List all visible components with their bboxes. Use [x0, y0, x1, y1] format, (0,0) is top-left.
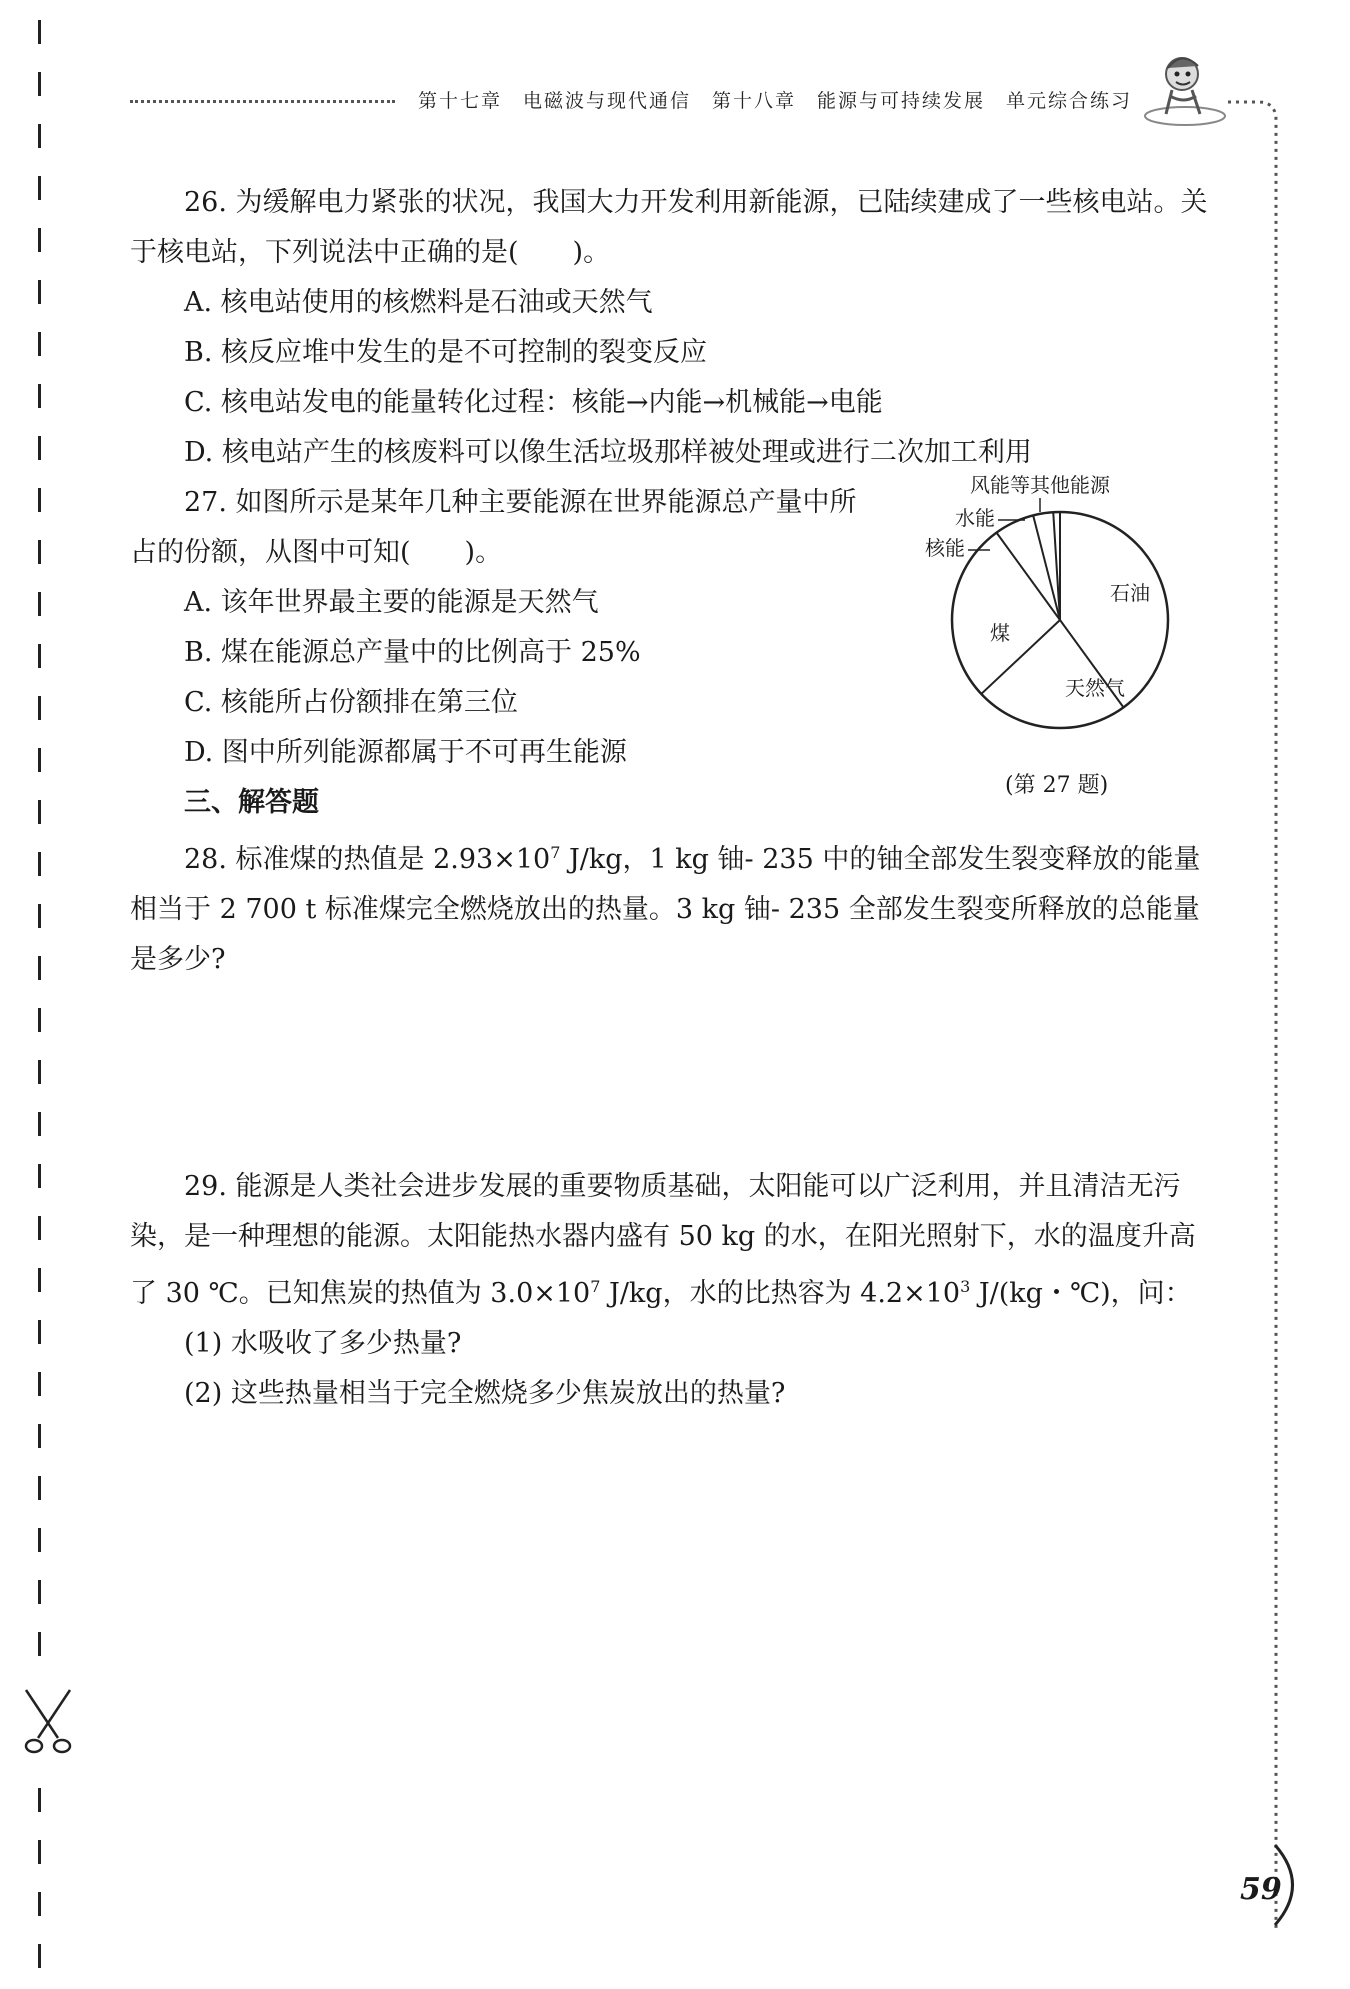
question-28-line2: 相当于 2 700 t 标准煤完全燃烧放出的热量。3 kg 铀- 235 全部发生裂变所释放的总能量 [130, 894, 1200, 925]
cut-line-dash [38, 748, 41, 772]
question-26 [130, 178, 1220, 478]
cut-line-dash [38, 696, 41, 720]
cut-line-dash [38, 644, 41, 668]
question-29-line2: 染，是一种理想的能源。太阳能热水器内盛有 50 kg 的水，在阳光照射下，水的温度升高 [130, 1221, 1196, 1252]
page-number: 59 [1240, 1872, 1282, 1907]
cut-line-dash [38, 280, 41, 304]
pie-label-hydro: 水能 [955, 506, 995, 530]
question-29-exponent-2: 3 [960, 1277, 971, 1296]
cut-line-dash [38, 1164, 41, 1188]
cut-line-dash [38, 1788, 41, 1812]
margin-dotted-border [1228, 100, 1278, 1930]
question-29-line3-a: 了 30 ℃。已知焦炭的热值为 3.0×10 [130, 1278, 591, 1309]
question-29 [130, 1162, 1220, 1419]
cut-line-dash [38, 852, 41, 876]
cut-line-dash [38, 384, 41, 408]
cut-line-dash [38, 20, 41, 44]
cut-line-dash [38, 956, 41, 980]
question-27-stem-line1: 27. 如图所示是某年几种主要能源在世界能源总产量中所 [184, 487, 857, 518]
pie-label-other: 风能等其他能源 [970, 473, 1110, 497]
question-27-option-b: B. 煤在能源总产量中的比例高于 25% [184, 637, 641, 668]
question-27-stem-line2: 占的份额，从图中可知( )。 [130, 537, 503, 568]
cut-line-dash [38, 1320, 41, 1344]
figure-caption: (第 27 题) [1005, 773, 1109, 798]
pie-slice-boundary [997, 533, 1060, 620]
question-28-line1-cont: J/kg，1 kg 铀- 235 中的铀全部发生裂变释放的能量 [560, 844, 1201, 875]
scissors-icon [18, 1690, 78, 1760]
cut-line-dash [38, 1112, 41, 1136]
pie-label-oil: 石油 [1110, 581, 1150, 605]
question-29-line3-b: J/kg，水的比热容为 4.2×10 [600, 1278, 961, 1309]
cut-line-dash [38, 176, 41, 200]
pie-label-nuclear: 核能 [925, 536, 965, 560]
cut-line-dash [38, 540, 41, 564]
cut-line-dash [38, 332, 41, 356]
question-26-option-d: D. 核电站产生的核废料可以像生活垃圾那样被处理或进行二次加工利用 [184, 437, 1032, 468]
question-27 [130, 478, 930, 828]
cut-line-dash [38, 488, 41, 512]
running-header: 第十七章 电磁波与现代通信 第十八章 能源与可持续发展 单元综合练习 [417, 90, 1132, 112]
question-29-line3 [130, 1262, 1220, 1319]
cut-line-dash [38, 124, 41, 148]
cut-line-dash [38, 72, 41, 96]
mascot-icon [1140, 48, 1230, 128]
cut-line [38, 20, 44, 1980]
cut-line-dash [38, 1840, 41, 1864]
cut-line-dash [38, 592, 41, 616]
header-dotted-rule [130, 100, 395, 103]
cut-line-dash [38, 1216, 41, 1240]
question-28-line3: 是多少? [130, 944, 226, 975]
cut-line-dash [38, 904, 41, 928]
cut-line-dash [38, 1060, 41, 1084]
cut-line-dash [38, 228, 41, 252]
cut-line-dash [38, 1580, 41, 1604]
cut-line-dash [38, 800, 41, 824]
cut-line-dash [38, 1476, 41, 1500]
energy-pie-chart [925, 470, 1190, 800]
question-28-exponent: 7 [550, 843, 561, 862]
cut-line-dash [38, 1892, 41, 1916]
question-29-exponent-1: 7 [590, 1277, 601, 1296]
pie-label-coal: 煤 [990, 621, 1010, 645]
question-29-line1: 29. 能源是人类社会进步发展的重要物质基础，太阳能可以广泛利用，并且清洁无污 [184, 1171, 1181, 1202]
question-28-line1 [130, 828, 1220, 885]
question-29-line3-c: J/(kg・℃)，问： [970, 1278, 1192, 1309]
cut-line-dash [38, 1372, 41, 1396]
cut-line-dash [38, 1268, 41, 1292]
cut-line-dash [38, 1008, 41, 1032]
section-3-title: 三、解答题 [184, 787, 319, 818]
cut-line-dash [38, 1944, 41, 1968]
cut-line-dash [38, 1528, 41, 1552]
cut-line-dash [38, 1424, 41, 1448]
pie-label-gas: 天然气 [1065, 676, 1125, 700]
cut-line-dash [38, 1632, 41, 1656]
question-27-option-c: C. 核能所占份额排在第三位 [184, 687, 518, 718]
question-26-option-a: A. 核电站使用的核燃料是石油或天然气 [184, 287, 653, 318]
question-27-option-d: D. 图中所列能源都属于不可再生能源 [184, 737, 627, 768]
question-28-line1-text: 28. 标准煤的热值是 2.93×10 [184, 844, 551, 875]
cut-line-dash [38, 436, 41, 460]
question-26-option-c: C. 核电站发电的能量转化过程：核能→内能→机械能→电能 [184, 387, 883, 418]
question-29-sub-2: (2) 这些热量相当于完全燃烧多少焦炭放出的热量? [184, 1378, 786, 1409]
question-28 [130, 828, 1220, 985]
question-27-option-a: A. 该年世界最主要的能源是天然气 [184, 587, 599, 618]
question-26-stem: 26. 为缓解电力紧张的状况，我国大力开发利用新能源，已陆续建成了一些核电站。关于核电站，下列说法中正确的是( )。 [130, 187, 1208, 268]
question-26-option-b: B. 核反应堆中发生的是不可控制的裂变反应 [184, 337, 708, 368]
question-29-sub-1: (1) 水吸收了多少热量? [184, 1328, 462, 1359]
